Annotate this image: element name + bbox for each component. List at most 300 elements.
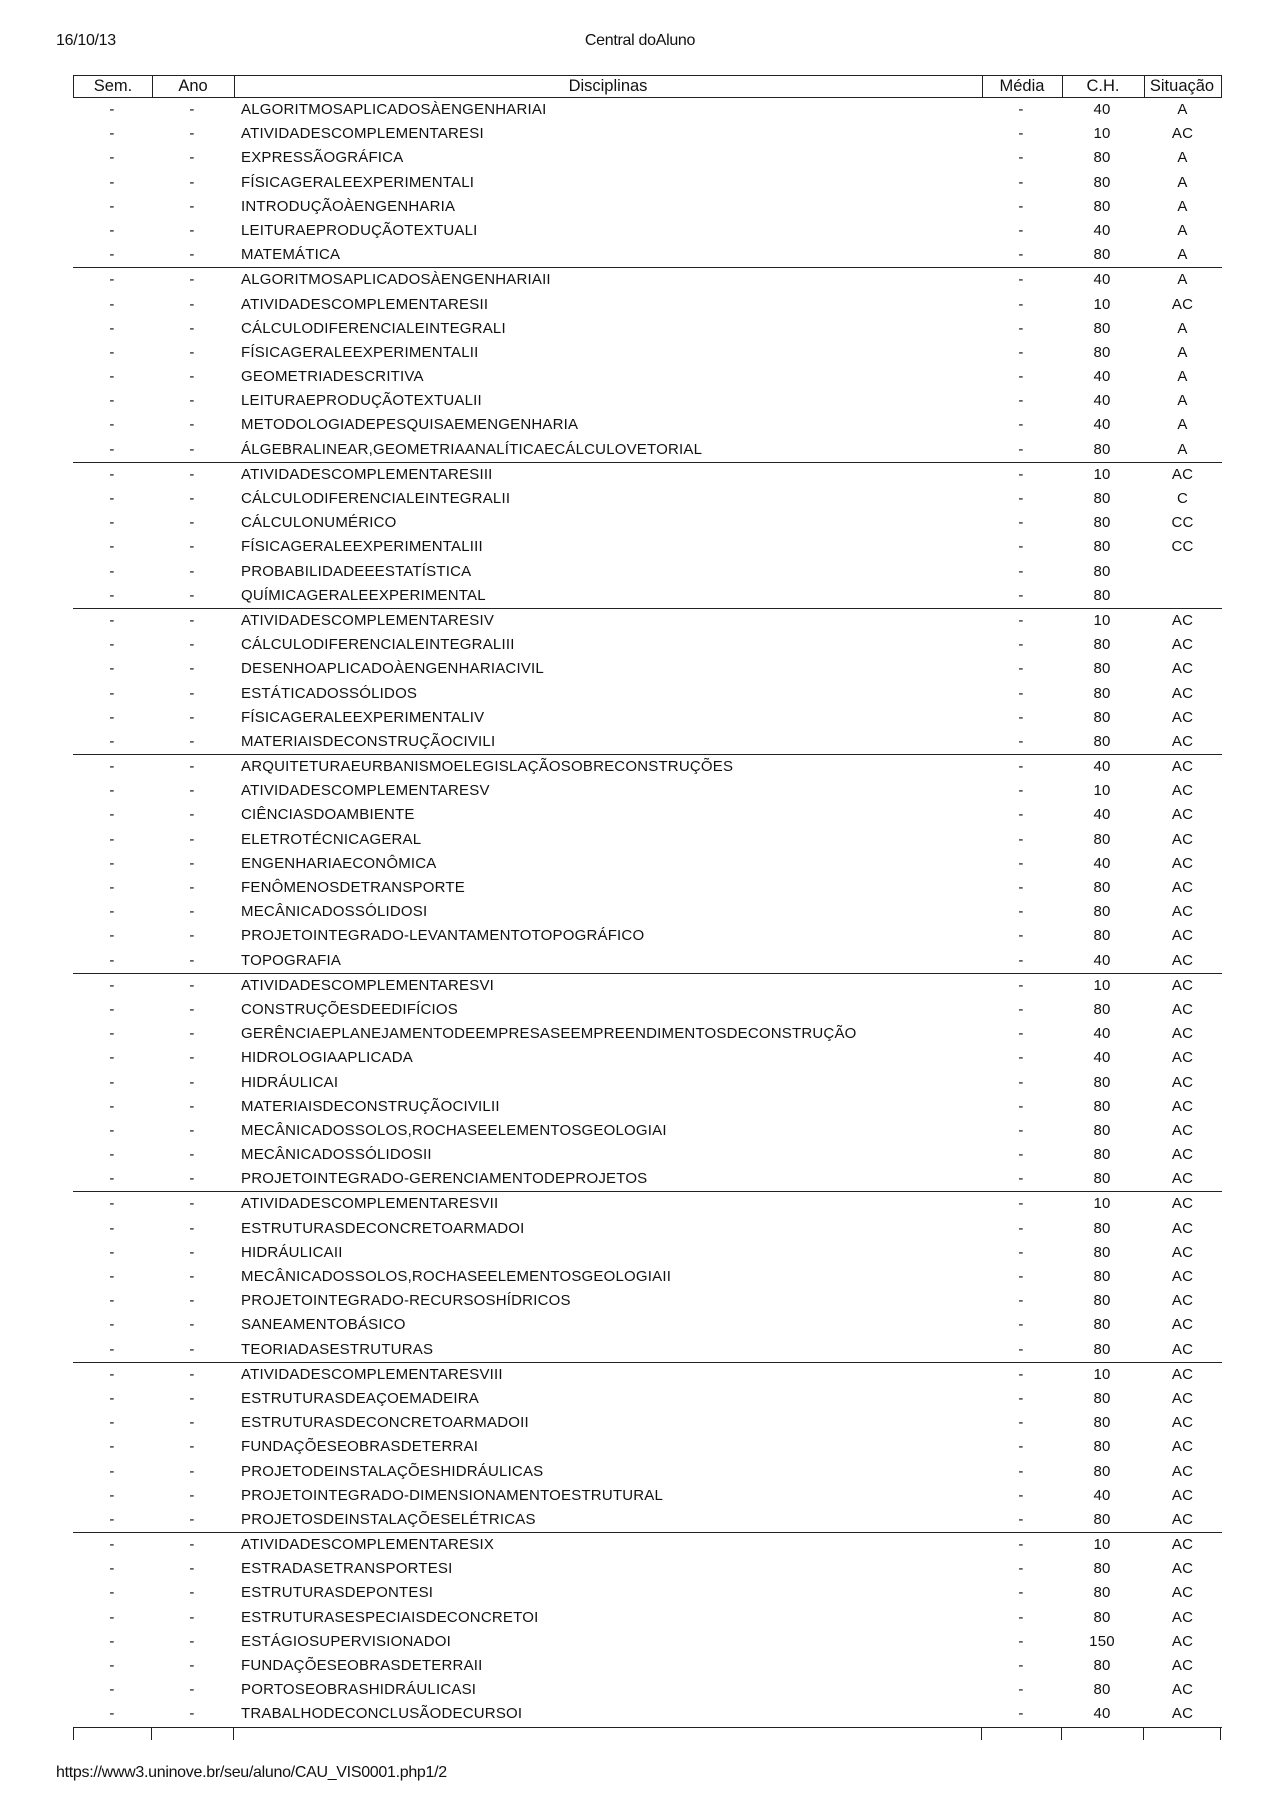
- cell-status: AC: [1171, 1195, 1194, 1213]
- cell-average: -: [1018, 1073, 1024, 1091]
- cell-status: A: [1177, 440, 1188, 458]
- table-row: [73, 779, 1222, 803]
- cell-average: -: [1018, 271, 1024, 289]
- cell-year: -: [189, 1608, 195, 1626]
- cell-workload: 80: [1093, 149, 1111, 167]
- cell-average: -: [1018, 101, 1024, 118]
- cell-year: -: [189, 830, 195, 848]
- cell-subject: CIÊNCIASDOAMBIENTE: [241, 806, 415, 824]
- cell-status: AC: [1171, 636, 1194, 654]
- cell-semester: -: [109, 101, 115, 118]
- cell-status: AC: [1171, 1219, 1194, 1237]
- cell-subject: ÁLGEBRALINEAR,GEOMETRIAANALÍTICAECÁLCULOVETORIAL: [241, 440, 703, 458]
- cell-status: AC: [1171, 1292, 1194, 1310]
- cell-workload: 80: [1093, 514, 1111, 532]
- cell-workload: 80: [1093, 1584, 1111, 1602]
- cell-year: -: [189, 125, 195, 143]
- cell-subject: METODOLOGIADEPESQUISAEMENGENHARIA: [241, 416, 579, 434]
- cell-year: -: [189, 854, 195, 872]
- table-row: [73, 730, 1222, 754]
- cell-status: AC: [1171, 1560, 1194, 1578]
- cell-subject: ALGORITMOSAPLICADOSÀENGENHARIAI: [241, 101, 547, 118]
- cell-year: -: [189, 1365, 195, 1383]
- cell-average: -: [1018, 1025, 1024, 1043]
- cell-year: -: [189, 197, 195, 215]
- cell-year: -: [189, 221, 195, 239]
- cell-year: -: [189, 562, 195, 580]
- table-row: [73, 1581, 1222, 1605]
- cell-semester: -: [109, 514, 115, 532]
- cell-semester: -: [109, 1195, 115, 1213]
- cell-year: -: [189, 782, 195, 800]
- table-row: [73, 1071, 1222, 1095]
- cell-year: -: [189, 1195, 195, 1213]
- cell-semester: -: [109, 684, 115, 702]
- cell-semester: -: [109, 1462, 115, 1480]
- cell-subject: CÁLCULODIFERENCIALEINTEGRALI: [241, 319, 506, 337]
- cell-year: -: [189, 1170, 195, 1188]
- tick-mark: [1061, 1728, 1062, 1740]
- cell-average: -: [1018, 343, 1024, 361]
- cell-workload: 150: [1089, 1632, 1115, 1650]
- cell-year: -: [189, 1121, 195, 1139]
- cell-average: -: [1018, 197, 1024, 215]
- cell-workload: 80: [1093, 173, 1111, 191]
- table-row: [73, 1192, 1222, 1216]
- cell-year: -: [189, 1340, 195, 1358]
- cell-semester: -: [109, 392, 115, 410]
- cell-status: A: [1177, 271, 1188, 289]
- cell-average: -: [1018, 1340, 1024, 1358]
- cell-average: -: [1018, 173, 1024, 191]
- cell-year: -: [189, 586, 195, 604]
- cell-semester: -: [109, 1486, 115, 1504]
- cell-average: -: [1018, 1292, 1024, 1310]
- cell-average: -: [1018, 1219, 1024, 1237]
- cell-semester: -: [109, 125, 115, 143]
- cell-subject: ATIVIDADESCOMPLEMENTARESVIII: [241, 1365, 503, 1383]
- cell-average: -: [1018, 1608, 1024, 1626]
- table-row: [73, 122, 1222, 146]
- cell-year: -: [189, 1000, 195, 1018]
- cell-workload: 80: [1093, 562, 1111, 580]
- cell-workload: 40: [1093, 1025, 1111, 1043]
- cell-year: -: [189, 1681, 195, 1699]
- cell-subject: GERÊNCIAEPLANEJAMENTODEEMPRESASEEMPREENDIMENTOSDECONSTRUÇÃO: [241, 1025, 857, 1043]
- cell-workload: 80: [1093, 660, 1111, 678]
- header-average: Média: [999, 77, 1045, 95]
- cell-average: -: [1018, 125, 1024, 143]
- cell-average: -: [1018, 1195, 1024, 1213]
- cell-subject: PROBABILIDADEEESTATÍSTICA: [241, 562, 472, 580]
- table-row: [73, 413, 1222, 437]
- cell-average: -: [1018, 1486, 1024, 1504]
- cell-status: AC: [1171, 903, 1194, 921]
- cell-semester: -: [109, 1510, 115, 1528]
- cell-semester: -: [109, 782, 115, 800]
- cell-status: AC: [1171, 684, 1194, 702]
- cell-workload: 10: [1093, 611, 1111, 629]
- table-row: [73, 974, 1222, 998]
- cell-average: -: [1018, 1146, 1024, 1164]
- cell-year: -: [189, 1025, 195, 1043]
- cell-year: -: [189, 732, 195, 750]
- cell-workload: 80: [1093, 1000, 1111, 1018]
- cell-semester: -: [109, 368, 115, 386]
- cell-semester: -: [109, 1681, 115, 1699]
- cell-semester: -: [109, 830, 115, 848]
- cell-average: -: [1018, 1510, 1024, 1528]
- cell-semester: -: [109, 1219, 115, 1237]
- print-date: 16/10/13: [56, 32, 116, 49]
- semester-group: [73, 463, 1222, 609]
- cell-workload: 40: [1093, 806, 1111, 824]
- cell-year: -: [189, 246, 195, 264]
- cell-semester: -: [109, 903, 115, 921]
- cell-status: AC: [1171, 1049, 1194, 1067]
- cell-semester: -: [109, 1560, 115, 1578]
- cell-workload: 80: [1093, 1146, 1111, 1164]
- table-row: [73, 1241, 1222, 1265]
- table-row: [73, 852, 1222, 876]
- table-row: [73, 1363, 1222, 1387]
- cell-subject: TOPOGRAFIA: [241, 951, 342, 969]
- table-row: [73, 1435, 1222, 1459]
- cell-status: AC: [1171, 1657, 1194, 1674]
- cell-status: AC: [1171, 1510, 1194, 1528]
- cell-workload: 80: [1093, 538, 1111, 556]
- cell-subject: PROJETODEINSTALAÇÕESHIDRÁULICAS: [241, 1462, 544, 1480]
- cell-workload: 80: [1093, 1073, 1111, 1091]
- cell-subject: ATIVIDADESCOMPLEMENTARESII: [241, 295, 489, 313]
- cell-semester: -: [109, 295, 115, 313]
- cell-year: -: [189, 1243, 195, 1261]
- cell-semester: -: [109, 1705, 115, 1723]
- cell-subject: ESTRUTURASDECONCRETOARMADOII: [241, 1414, 529, 1432]
- cell-workload: 80: [1093, 684, 1111, 702]
- cell-semester: -: [109, 319, 115, 337]
- cell-subject: MECÂNICADOSSÓLIDOSI: [241, 903, 428, 921]
- cell-subject: HIDRÁULICAI: [241, 1073, 339, 1091]
- cell-workload: 10: [1093, 976, 1111, 994]
- cell-semester: -: [109, 1316, 115, 1334]
- cell-workload: 10: [1093, 295, 1111, 313]
- cell-status: AC: [1171, 758, 1194, 776]
- table-row: [73, 1411, 1222, 1435]
- table-row: [73, 1630, 1222, 1654]
- semester-group: [73, 1533, 1222, 1728]
- cell-subject: CÁLCULONUMÉRICO: [241, 514, 397, 532]
- table-row: [73, 146, 1222, 170]
- cell-status: AC: [1171, 732, 1194, 750]
- cell-status: A: [1177, 319, 1188, 337]
- cell-workload: 80: [1093, 708, 1111, 726]
- cell-year: -: [189, 879, 195, 896]
- cell-subject: ESTRADASETRANSPORTESI: [241, 1560, 453, 1578]
- table-row: [73, 828, 1222, 852]
- cell-year: -: [189, 1657, 195, 1674]
- cell-year: -: [189, 951, 195, 969]
- cell-semester: -: [109, 611, 115, 629]
- cell-subject: ARQUITETURAEURBANISMOELEGISLAÇÃOSOBRECONSTRUÇÕES: [241, 758, 734, 776]
- cell-subject: MECÂNICADOSSOLOS,ROCHASEELEMENTOSGEOLOGIAI: [241, 1121, 667, 1139]
- cell-semester: -: [109, 951, 115, 969]
- table-row: [73, 1095, 1222, 1119]
- cell-year: -: [189, 440, 195, 458]
- cell-average: -: [1018, 636, 1024, 654]
- cell-subject: ESTRUTURASDECONCRETOARMADOI: [241, 1219, 525, 1237]
- cell-average: -: [1018, 440, 1024, 458]
- cell-workload: 80: [1093, 1414, 1111, 1432]
- cell-year: -: [189, 611, 195, 629]
- table-row: [73, 98, 1222, 122]
- cell-subject: ESTRUTURASESPECIAISDECONCRETOI: [241, 1608, 539, 1626]
- table-row: [73, 924, 1222, 948]
- cell-status: A: [1177, 101, 1188, 118]
- cell-status: A: [1177, 368, 1188, 386]
- cell-semester: -: [109, 1268, 115, 1285]
- table-row: [73, 1533, 1222, 1557]
- cell-year: -: [189, 271, 195, 289]
- cell-average: -: [1018, 1657, 1024, 1674]
- cell-workload: 80: [1093, 343, 1111, 361]
- cell-status: A: [1177, 392, 1188, 410]
- cell-average: -: [1018, 1268, 1024, 1285]
- cell-semester: -: [109, 1170, 115, 1188]
- cell-workload: 40: [1093, 101, 1111, 118]
- cell-workload: 40: [1093, 271, 1111, 289]
- table-row: [73, 633, 1222, 657]
- table-row: [73, 755, 1222, 779]
- cell-workload: 40: [1093, 1049, 1111, 1067]
- cell-average: -: [1018, 976, 1024, 994]
- cell-workload: 40: [1093, 951, 1111, 969]
- cell-workload: 10: [1093, 782, 1111, 800]
- cell-subject: SANEAMENTOBÁSICO: [241, 1316, 406, 1334]
- cell-year: -: [189, 1389, 195, 1407]
- cell-status: A: [1177, 173, 1188, 191]
- cell-subject: FÍSICAGERALEEXPERIMENTALII: [241, 343, 479, 361]
- cell-average: -: [1018, 562, 1024, 580]
- cell-year: -: [189, 1462, 195, 1480]
- cell-average: -: [1018, 221, 1024, 239]
- table-body: [73, 98, 1222, 1728]
- cell-semester: -: [109, 1389, 115, 1407]
- semester-group: [73, 974, 1222, 1193]
- cell-subject: EXPRESSÃOGRÁFICA: [241, 149, 404, 167]
- table-row: [73, 998, 1222, 1022]
- cell-status: A: [1177, 221, 1188, 239]
- table-row: [73, 171, 1222, 195]
- cell-year: -: [189, 173, 195, 191]
- cell-average: -: [1018, 368, 1024, 386]
- page-url: https://www3.uninove.br/seu/aluno/CAU_VIS0001.php1/2: [56, 1764, 447, 1781]
- cell-status: AC: [1171, 1268, 1194, 1285]
- semester-group: [73, 1192, 1222, 1362]
- cell-semester: -: [109, 1049, 115, 1067]
- cell-average: -: [1018, 538, 1024, 556]
- cell-year: -: [189, 1097, 195, 1115]
- cell-subject: ATIVIDADESCOMPLEMENTARESIII: [241, 465, 493, 483]
- cell-average: -: [1018, 1462, 1024, 1480]
- cell-average: -: [1018, 1584, 1024, 1602]
- cell-status: AC: [1171, 1146, 1194, 1164]
- cell-semester: -: [109, 197, 115, 215]
- cell-status: A: [1177, 149, 1188, 167]
- cell-average: -: [1018, 149, 1024, 167]
- cell-status: AC: [1171, 854, 1194, 872]
- semester-group: [73, 98, 1222, 268]
- cell-subject: ESTÁGIOSUPERVISIONADOI: [241, 1632, 452, 1650]
- cell-status: AC: [1171, 1584, 1194, 1602]
- semester-group: [73, 1363, 1222, 1533]
- cell-year: -: [189, 319, 195, 337]
- cell-subject: MATEMÁTICA: [241, 246, 341, 264]
- cell-semester: -: [109, 343, 115, 361]
- cell-average: -: [1018, 1560, 1024, 1578]
- table-row: [73, 219, 1222, 243]
- cell-subject: ESTÁTICADOSSÓLIDOS: [241, 684, 418, 702]
- cell-status: A: [1177, 343, 1188, 361]
- cell-workload: 80: [1093, 830, 1111, 848]
- cell-year: -: [189, 1073, 195, 1091]
- cell-subject: INTRODUÇÃOÀENGENHARIA: [241, 197, 456, 215]
- cell-workload: 40: [1093, 758, 1111, 776]
- cell-workload: 80: [1093, 1657, 1111, 1674]
- cell-subject: ALGORITMOSAPLICADOSÀENGENHARIAII: [241, 271, 551, 289]
- header-semester: Sem.: [93, 77, 133, 95]
- cell-average: -: [1018, 1536, 1024, 1554]
- cell-semester: -: [109, 1608, 115, 1626]
- cell-average: -: [1018, 1316, 1024, 1334]
- cell-average: -: [1018, 246, 1024, 264]
- cell-semester: -: [109, 1073, 115, 1091]
- cell-year: -: [189, 149, 195, 167]
- cell-semester: -: [109, 1584, 115, 1602]
- cell-workload: 80: [1093, 1097, 1111, 1115]
- cell-average: -: [1018, 903, 1024, 921]
- cell-status: A: [1177, 197, 1188, 215]
- cell-semester: -: [109, 636, 115, 654]
- header-status: Situação: [1149, 77, 1215, 95]
- table-row: [73, 1119, 1222, 1143]
- cell-workload: 40: [1093, 854, 1111, 872]
- cell-status: A: [1177, 416, 1188, 434]
- cell-subject: DESENHOAPLICADOÀENGENHARIACIVIL: [241, 660, 544, 678]
- page-title: Central doAluno: [584, 32, 696, 49]
- cell-workload: 10: [1093, 1536, 1111, 1554]
- cell-status: A: [1177, 246, 1188, 264]
- cell-semester: -: [109, 1536, 115, 1554]
- cell-year: -: [189, 465, 195, 483]
- table-row: [73, 268, 1222, 292]
- table-row: [73, 1046, 1222, 1070]
- cell-subject: TEORIADASESTRUTURAS: [241, 1340, 434, 1358]
- cell-semester: -: [109, 1340, 115, 1358]
- cell-workload: 80: [1093, 879, 1111, 896]
- cell-workload: 80: [1093, 440, 1111, 458]
- cell-subject: ATIVIDADESCOMPLEMENTARESVII: [241, 1195, 499, 1213]
- cell-semester: -: [109, 1146, 115, 1164]
- cell-status: AC: [1171, 951, 1194, 969]
- cell-workload: 40: [1093, 221, 1111, 239]
- cell-semester: -: [109, 149, 115, 167]
- cell-subject: PROJETOINTEGRADO-DIMENSIONAMENTOESTRUTURAL: [241, 1486, 664, 1504]
- cell-year: -: [189, 708, 195, 726]
- table-row: [73, 1508, 1222, 1532]
- table-row: [73, 1678, 1222, 1702]
- cell-workload: 80: [1093, 1316, 1111, 1334]
- cell-year: -: [189, 1560, 195, 1578]
- header-year: Ano: [178, 77, 208, 95]
- cell-subject: MECÂNICADOSSÓLIDOSII: [241, 1146, 432, 1164]
- cell-subject: MATERIAISDECONSTRUÇÃOCIVILII: [241, 1097, 500, 1115]
- table-row: [73, 195, 1222, 219]
- cell-year: -: [189, 1414, 195, 1432]
- cell-workload: 80: [1093, 732, 1111, 750]
- cell-status: AC: [1171, 1681, 1194, 1699]
- table-row: [73, 706, 1222, 730]
- cell-status: AC: [1171, 1121, 1194, 1139]
- cell-workload: 80: [1093, 1560, 1111, 1578]
- cell-semester: -: [109, 1657, 115, 1674]
- cell-subject: TRABALHODECONCLUSÃODECURSOI: [241, 1705, 523, 1723]
- cell-year: -: [189, 538, 195, 556]
- cell-subject: FUNDAÇÕESEOBRASDETERRAII: [241, 1657, 483, 1674]
- cell-average: -: [1018, 514, 1024, 532]
- cell-status: CC: [1171, 514, 1194, 532]
- cell-year: -: [189, 416, 195, 434]
- cell-workload: 10: [1093, 1195, 1111, 1213]
- cell-workload: 80: [1093, 1121, 1111, 1139]
- tick-mark: [151, 1728, 152, 1740]
- cell-semester: -: [109, 1365, 115, 1383]
- cell-average: -: [1018, 465, 1024, 483]
- cell-status: AC: [1171, 465, 1194, 483]
- cell-semester: -: [109, 660, 115, 678]
- cell-semester: -: [109, 1414, 115, 1432]
- table-row: [73, 317, 1222, 341]
- cell-average: -: [1018, 1170, 1024, 1188]
- cell-year: -: [189, 1536, 195, 1554]
- table-row: [73, 1606, 1222, 1630]
- semester-group: [73, 609, 1222, 755]
- cell-workload: 80: [1093, 1681, 1111, 1699]
- cell-year: -: [189, 343, 195, 361]
- cell-status: AC: [1171, 830, 1194, 848]
- cell-semester: -: [109, 1632, 115, 1650]
- cell-subject: ATIVIDADESCOMPLEMENTARESI: [241, 125, 484, 143]
- table-row: [73, 1484, 1222, 1508]
- cell-workload: 40: [1093, 416, 1111, 434]
- cell-average: -: [1018, 782, 1024, 800]
- cell-average: -: [1018, 1414, 1024, 1432]
- header-subjects: Disciplinas: [568, 77, 648, 95]
- table-row: [73, 1313, 1222, 1337]
- cell-year: -: [189, 636, 195, 654]
- table-row: [73, 949, 1222, 973]
- tick-mark: [233, 1728, 234, 1740]
- table-row: [73, 1022, 1222, 1046]
- cell-year: -: [189, 1486, 195, 1504]
- cell-average: -: [1018, 1705, 1024, 1723]
- cell-year: -: [189, 295, 195, 313]
- cell-status: AC: [1171, 1170, 1194, 1188]
- cell-average: -: [1018, 806, 1024, 824]
- cell-average: -: [1018, 927, 1024, 945]
- cell-workload: 80: [1093, 1219, 1111, 1237]
- cell-year: -: [189, 490, 195, 507]
